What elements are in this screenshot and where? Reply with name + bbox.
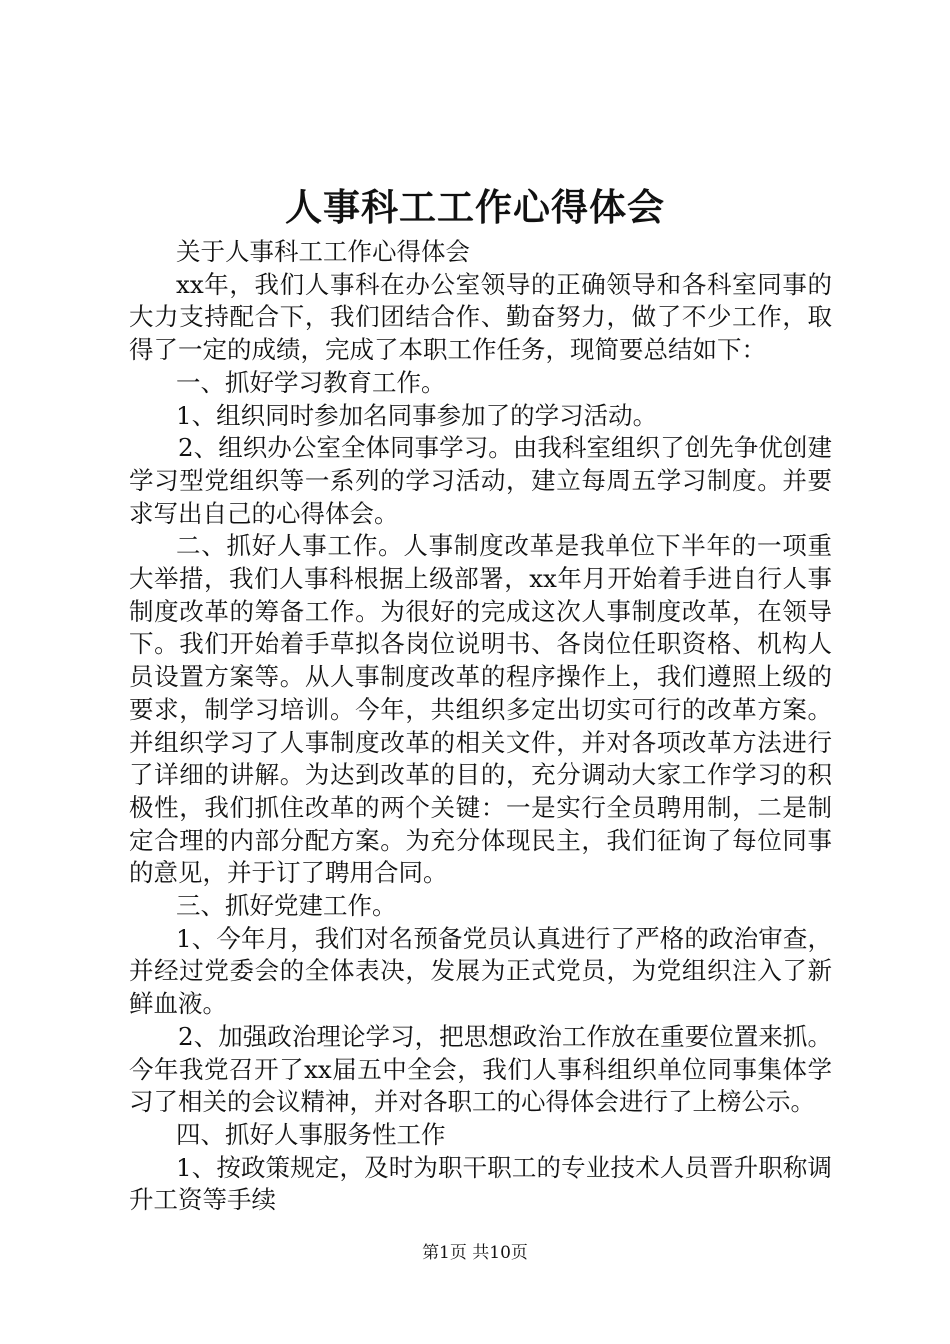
document-title: 人事科工工作心得体会 bbox=[285, 185, 665, 229]
section-heading-3: 三、抓好党建工作。 bbox=[176, 891, 397, 921]
paragraph-item: 2、加强政治理论学习，把思想政治工作放在重要位置来抓。今年我党召开了xx届五中全会，我们人事科组织单位同事集体学习了相关的会议精神，并对各职工的心得体会进行了上榜公示。 bbox=[129, 1021, 832, 1117]
paragraph-item: 1、组织同时参加名同事参加了的学习活动。 bbox=[176, 400, 658, 430]
paragraph-section-2: 二、抓好人事工作。人事制度改革是我单位下半年的一项重大举措，我们人事科根据上级部署，xx年月开始着手进自行人事制度改革的筹备工作。为很好的完成这次人事制度改革，在领导下。我们开始着手草拟各岗位说明书、各岗位任职资格、机构人员设置方案等。从人事制度改革的程序操作上，我们遵照上级的要求，制学习培训。今年，共组织多定出切实可行的改革方案。并组织学习了人事制度改革的相关文件，并对各项改革方法进行了详细的讲解。为达到改革的目的，充分调动大家工作学习的积极性，我们抓住改革的两个关键：一是实行全员聘用制，二是制定合理的内部分配方案。为充分体现民主，我们征询了每位同事的意见，并于订了聘用合同。 bbox=[129, 531, 832, 888]
paragraph-item: 2、组织办公室全体同事学习。由我科室组织了创先争优创建学习型党组织等一系列的学习活动，建立每周五学习制度。并要求写出自己的心得体会。 bbox=[129, 433, 832, 528]
paragraph-subtitle: 关于人事科工工作心得体会 bbox=[176, 237, 470, 266]
paragraph-intro: xx年，我们人事科在办公室领导的正确领导和各科室同事的大力支持配合下，我们团结合作、勤奋努力，做了不少工作，取得了一定的成绩，完成了本职工作任务，现简要总结如下： bbox=[129, 269, 832, 365]
document-body bbox=[129, 236, 832, 1217]
section-heading-1: 一、抓好学习教育工作。 bbox=[176, 367, 446, 397]
section-heading-4: 四、抓好人事服务性工作 bbox=[176, 1119, 446, 1149]
paragraph-item: 1、今年月，我们对名预备党员认真进行了严格的政治审查，并经过党委会的全体表决，发展为正式党员，为党组织注入了新鲜血液。 bbox=[129, 923, 832, 1019]
page-number-footer: 第1页 共10页 bbox=[422, 1243, 528, 1263]
paragraph-item: 1、按政策规定，及时为职干职工的专业技术人员晋升职称调升工资等手续 bbox=[129, 1152, 832, 1215]
